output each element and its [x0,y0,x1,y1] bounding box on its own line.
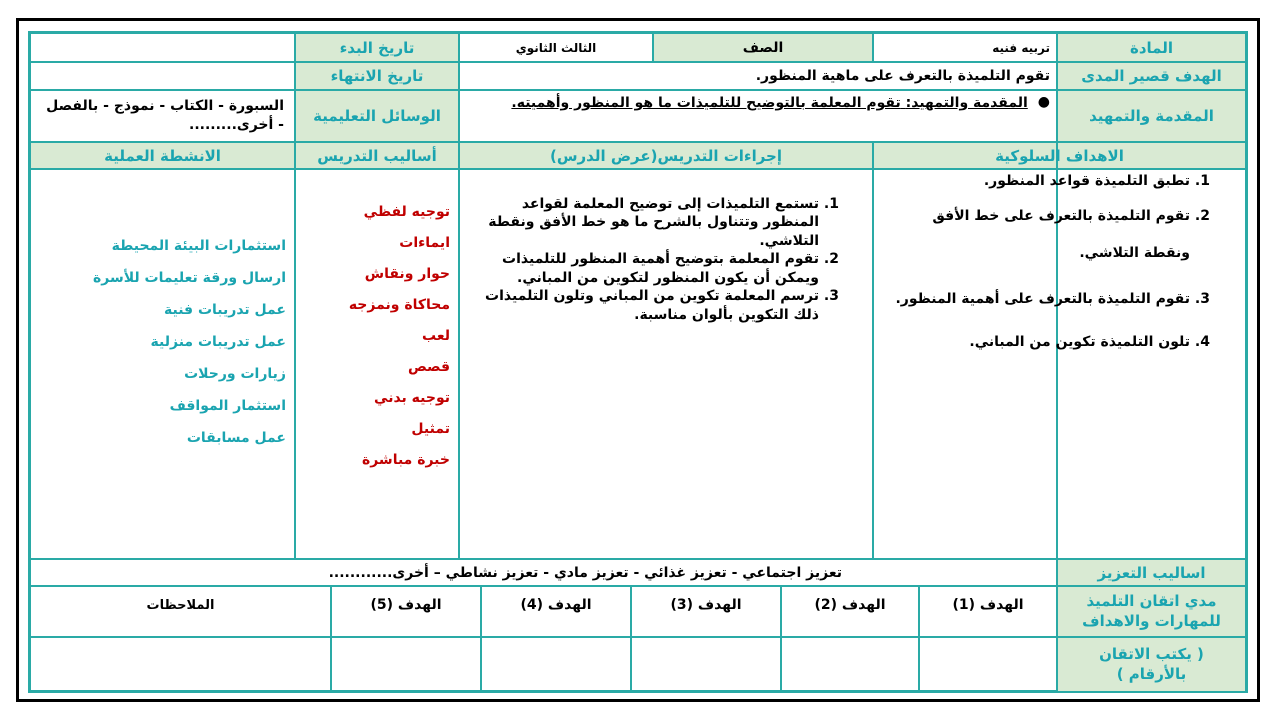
method-item: حوار ونقاش [364,266,450,282]
activities-header: الانشطة العملية [104,146,221,165]
aids-label: الوسائل التعليمية [313,107,441,125]
intro-prefix: المقدمة والتمهيد: [905,95,1028,111]
objective-item: 1. تطبق التلميذة قواعد المنظور. [884,172,1190,190]
activities-list [40,238,286,462]
method-item: قصص [407,359,450,375]
goal-label: الهدف قصير المدى [1081,67,1222,85]
objectives-header: الاهداف السلوكية [995,146,1124,165]
activity-item: زيارات ورحلات [184,366,286,382]
procedure-item: 1. تستمع التلميذات إلى توضيح المعلمة لقواعد المنظور وتتناول بالشرح ما هو خط الأفق ونقطة التلاشي. [468,195,819,250]
methods-header: أساليب التدريس [317,146,437,165]
activity-item: ارسال ورقة تعليمات للأسرة [93,270,286,286]
subject-value: تربيه فنيه [992,40,1050,55]
intro-text: تقوم المعلمة بالتوضيح للتلميذات ما هو المنظور وأهميته. [511,95,901,111]
activity-item: عمل تدريبات فنية [164,302,286,318]
bullet-icon: ● [1037,94,1050,110]
reinforcement-value: تعزيز اجتماعي - تعزيز غذائي - تعزيز مادي - تعزيز نشاطي – أخرى............ [328,564,842,581]
goal-value: تقوم التلميذة بالتعرف على ماهية المنظور. [755,68,1050,84]
notes-header: الملاحظات [146,597,215,613]
objectives-list [884,172,1214,352]
reinforcement-label: اساليب التعزيز [1097,563,1206,582]
methods-list [300,204,450,483]
objective-item: 4. تلون التلميذة تكوين من المباني. [884,333,1190,351]
goal-2-header: الهدف (2) [814,597,886,613]
mastery-label: مدي اتقان التلميذ للمهارات والاهداف [1082,592,1221,630]
end-label: تاريخ الانتهاء [330,67,424,85]
method-item: توجيه لفظي [363,204,450,220]
activity-item: عمل مسابقات [186,430,286,446]
procedure-item: 3. ترسم المعلمة تكوين من المباني وتلون التلميذات ذلك التكوين بألوان مناسبة. [468,287,819,324]
procedures-header: إجراءات التدريس(عرض الدرس) [549,146,783,165]
activity-item: استثمارات البيئة المحيطة [111,238,286,254]
intro-label: المقدمة والتمهيد [1089,107,1214,125]
class-label: الصف [742,39,784,56]
end-value [31,63,294,89]
start-value [31,34,294,61]
method-item: تمثيل [411,421,450,437]
activity-item: عمل تدريبات منزلية [150,334,286,350]
intro-content [460,91,1056,141]
goal-5-header: الهدف (5) [370,597,442,613]
objective-item: 2. تقوم التلميذة بالتعرف على خط الأفق ونقطة التلاشي. [884,198,1190,271]
method-item: ايماءات [399,235,450,251]
method-item: محاكاة ونمزجه [348,297,450,313]
mastery-note: ( يكتب الاتقان بالأرقام ) [1099,645,1204,683]
class-value: الثالث الثانوي [515,40,597,55]
subject-label: المادة [1130,38,1174,57]
goal-1-header: الهدف (1) [952,597,1024,613]
intro-text-block [511,94,1027,113]
objective-item: 3. تقوم التلميذة بالتعرف على أهمية المنظور. [884,281,1190,317]
method-item: لعب [422,328,450,344]
procedure-item: 2. تقوم المعلمة بتوضيح أهمية المنظور للتلميذات ويمكن أن يكون المنظور لتكوين من المباني. [468,250,819,287]
method-item: خبرة مباشرة [361,452,450,468]
start-label: تاريخ البدء [339,38,415,57]
method-item: توجيه بدني [374,390,450,406]
aids-value: السبورة - الكتاب - نموذج - بالفصل - أخرى......... [46,98,284,133]
activity-item: استثمار المواقف [169,398,286,414]
goal-4-header: الهدف (4) [520,597,592,613]
procedures-list [468,195,843,324]
goal-3-header: الهدف (3) [670,597,742,613]
